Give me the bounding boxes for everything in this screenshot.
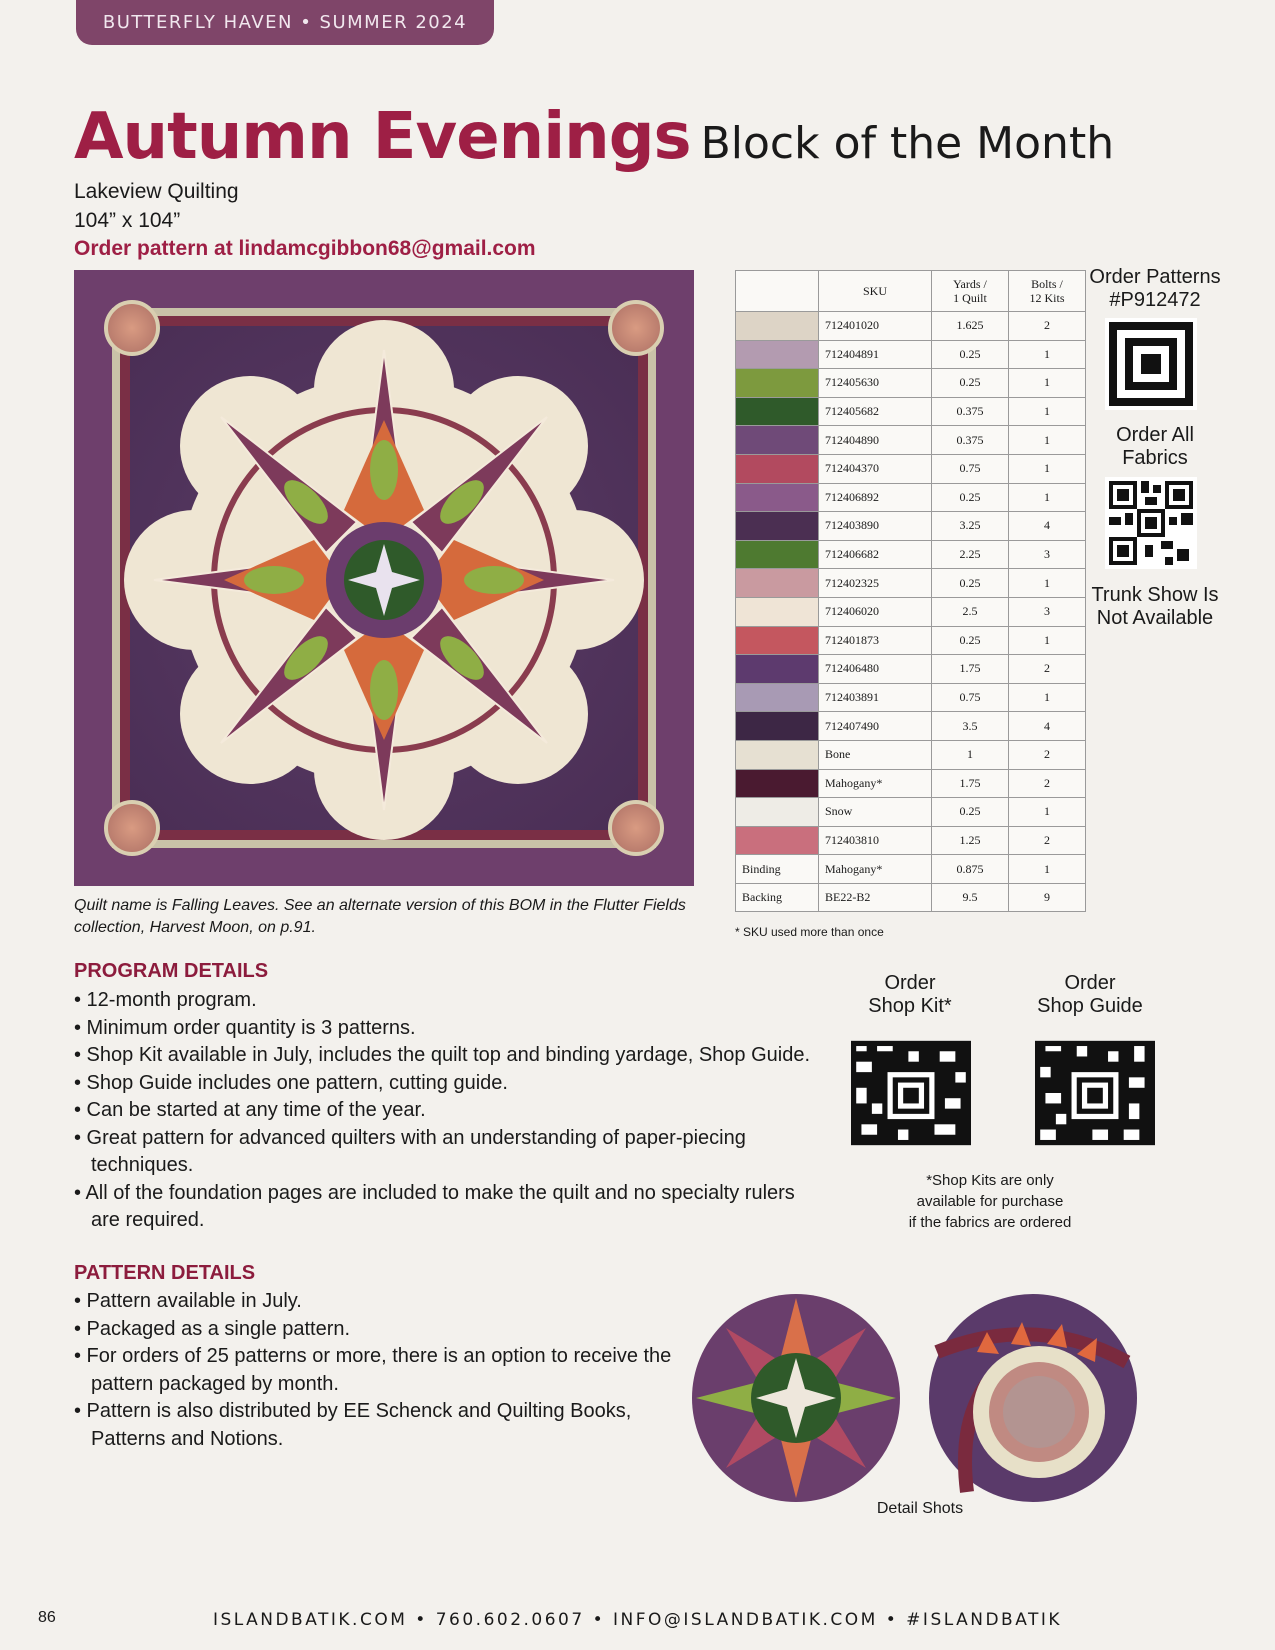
footer-contact[interactable]: ISLANDBATIK.COM • 760.602.0607 • INFO@ISLANDBATIK.COM • #ISLANDBATIK — [212, 1610, 1063, 1630]
fabric-swatch — [736, 769, 819, 798]
bolts-cell: 1 — [1009, 569, 1086, 598]
sku-cell: 712406020 — [819, 597, 932, 626]
bolts-cell: 1 — [1009, 626, 1086, 655]
fabric-swatch — [736, 826, 819, 855]
quilt-photo — [74, 270, 694, 886]
bolts-column-header: Bolts / 12 Kits — [1009, 271, 1086, 312]
sku-cell: 712403810 — [819, 826, 932, 855]
order-fabrics-label: Order All Fabrics — [1116, 424, 1194, 469]
order-patterns-label: Order Patterns #P912472 — [1089, 266, 1221, 311]
fabric-swatch — [736, 312, 819, 341]
yards-cell: 0.25 — [932, 626, 1009, 655]
yards-cell: 0.25 — [932, 569, 1009, 598]
fabric-swatch — [736, 597, 819, 626]
catalog-header-tab — [76, 0, 494, 45]
table-row — [736, 740, 1086, 769]
sku-cell: 712404891 — [819, 340, 932, 369]
bolts-cell: 3 — [1009, 597, 1086, 626]
yards-cell: 1.25 — [932, 826, 1009, 855]
sku-cell: 712406682 — [819, 540, 932, 569]
sku-cell: 712403891 — [819, 683, 932, 712]
yards-cell: 0.25 — [932, 483, 1009, 512]
bolts-cell: 1 — [1009, 855, 1086, 884]
fabric-swatch — [736, 340, 819, 369]
sku-cell: 712404890 — [819, 426, 932, 455]
yards-cell: 0.75 — [932, 454, 1009, 483]
detail-shot-corner-sun — [927, 1292, 1139, 1504]
bolts-cell: 1 — [1009, 397, 1086, 426]
bolts-cell: 3 — [1009, 540, 1086, 569]
table-row — [736, 569, 1086, 598]
table-row — [736, 655, 1086, 684]
fabric-swatch — [736, 569, 819, 598]
bolts-cell: 1 — [1009, 340, 1086, 369]
sku-cell: 712401873 — [819, 626, 932, 655]
sku-cell: 712401020 — [819, 312, 932, 341]
sku-cell: 712404370 — [819, 454, 932, 483]
table-row — [736, 769, 1086, 798]
page-number: 86 — [38, 1609, 56, 1626]
yards-cell: 0.25 — [932, 369, 1009, 398]
yards-cell: 0.25 — [932, 798, 1009, 827]
fabric-swatch — [736, 683, 819, 712]
bolts-cell: 1 — [1009, 454, 1086, 483]
row-label: Backing — [736, 883, 819, 912]
designer-name: Lakeview Quilting — [74, 180, 239, 203]
yards-cell: 0.375 — [932, 426, 1009, 455]
bolts-cell: 1 — [1009, 798, 1086, 827]
table-row — [736, 540, 1086, 569]
program-details-heading: PROGRAM DETAILS — [74, 960, 269, 982]
yards-cell: 2.25 — [932, 540, 1009, 569]
sku-footnote: * SKU used more than once — [735, 925, 884, 939]
list-item: • For orders of 25 patterns or more, there is an option to receive the pattern packaged by month. — [74, 1345, 672, 1395]
sku-cell: Bone — [819, 740, 932, 769]
fabric-swatch — [736, 397, 819, 426]
yards-cell: 0.375 — [932, 397, 1009, 426]
list-item: • Pattern available in July. — [74, 1290, 302, 1312]
table-row — [736, 426, 1086, 455]
order-shop-guide-label: Order Shop Guide — [1037, 972, 1143, 1017]
bolts-cell: 1 — [1009, 683, 1086, 712]
yards-cell: 0.25 — [932, 340, 1009, 369]
list-item: • Shop Guide includes one pattern, cutting guide. — [74, 1071, 508, 1094]
fabric-swatch — [736, 483, 819, 512]
yards-cell: 1 — [932, 740, 1009, 769]
yards-cell: 1.75 — [932, 769, 1009, 798]
list-item: • Packaged as a single pattern. — [74, 1317, 351, 1340]
sku-cell: 712407490 — [819, 712, 932, 741]
row-label: Binding — [736, 855, 819, 884]
fabric-swatch — [736, 512, 819, 541]
fabric-swatch — [736, 655, 819, 684]
detail-shots-label: Detail Shots — [876, 1500, 964, 1517]
bolts-cell: 2 — [1009, 655, 1086, 684]
order-shop-guide-qr-code[interactable] — [1035, 1040, 1155, 1146]
title-sub: Block of the Month — [700, 118, 1115, 169]
trunk-show-notice: Trunk Show Is Not Available — [1091, 584, 1219, 629]
sku-cell: 712403890 — [819, 512, 932, 541]
sku-cell: Mahogany* — [819, 855, 932, 884]
fabric-swatch — [736, 369, 819, 398]
table-row — [736, 340, 1086, 369]
fabric-swatch — [736, 626, 819, 655]
shop-kit-note: *Shop Kits are only available for purchase if the fabrics are ordered — [908, 1172, 1072, 1231]
table-row — [736, 397, 1086, 426]
bolts-cell: 4 — [1009, 712, 1086, 741]
table-row — [736, 798, 1086, 827]
quilt-caption: Quilt name is Falling Leaves. See an alternate version of this BOM in the Flutter Fields collection, Harvest Moon, on p.91. — [74, 897, 686, 936]
yards-cell: 1.75 — [932, 655, 1009, 684]
fabric-swatch — [736, 426, 819, 455]
program-details-list — [74, 987, 814, 1235]
sku-cell: 712405682 — [819, 397, 932, 426]
detail-shot-center-star — [690, 1292, 902, 1504]
fabric-swatch — [736, 712, 819, 741]
order-shop-kit-label: Order Shop Kit* — [868, 972, 952, 1017]
catalog-header-label: BUTTERFLY HAVEN • SUMMER 2024 — [102, 12, 468, 33]
yards-cell: 0.75 — [932, 683, 1009, 712]
table-row — [736, 369, 1086, 398]
yards-column-header: Yards / 1 Quilt — [932, 271, 1009, 312]
yards-cell: 0.875 — [932, 855, 1009, 884]
table-row — [736, 483, 1086, 512]
list-item: • All of the foundation pages are included to make the quilt and no specialty rulers are required. — [74, 1181, 795, 1231]
sku-column-header: SKU — [819, 271, 932, 312]
page-title — [74, 100, 1114, 174]
list-item: • Can be started at any time of the year. — [74, 1099, 426, 1121]
table-row — [736, 512, 1086, 541]
yards-cell: 1.625 — [932, 312, 1009, 341]
table-row — [736, 454, 1086, 483]
yards-cell: 3.5 — [932, 712, 1009, 741]
order-patterns-qr-code[interactable] — [1105, 318, 1197, 410]
sku-cell: 712406892 — [819, 483, 932, 512]
table-row — [736, 883, 1086, 912]
table-row — [736, 712, 1086, 741]
sku-cell: 712402325 — [819, 569, 932, 598]
fabric-swatch — [736, 454, 819, 483]
table-row — [736, 597, 1086, 626]
pattern-details-heading: PATTERN DETAILS — [74, 1262, 256, 1284]
table-row — [736, 626, 1086, 655]
list-item: • Minimum order quantity is 3 patterns. — [74, 1016, 416, 1039]
list-item: • 12-month program. — [74, 989, 257, 1011]
order-shop-kit-qr-code[interactable] — [851, 1040, 971, 1146]
bolts-cell: 2 — [1009, 769, 1086, 798]
sku-cell: Snow — [819, 798, 932, 827]
quilt-size: 104” x 104” — [74, 209, 181, 232]
bolts-cell: 2 — [1009, 740, 1086, 769]
swatch-column-header — [736, 271, 819, 312]
bolts-cell: 4 — [1009, 512, 1086, 541]
table-row — [736, 683, 1086, 712]
fabric-table-header — [736, 271, 1086, 312]
table-row — [736, 855, 1086, 884]
title-main: Autumn Evenings — [74, 100, 691, 174]
sku-cell: 712406480 — [819, 655, 932, 684]
bolts-cell: 2 — [1009, 826, 1086, 855]
pattern-details-list — [74, 1288, 674, 1453]
bolts-cell: 1 — [1009, 426, 1086, 455]
yards-cell: 3.25 — [932, 512, 1009, 541]
yards-cell: 2.5 — [932, 597, 1009, 626]
sku-cell: Mahogany* — [819, 769, 932, 798]
sku-cell: 712405630 — [819, 369, 932, 398]
list-item: • Shop Kit available in July, includes the quilt top and binding yardage, Shop Guide. — [74, 1044, 811, 1066]
fabric-swatch — [736, 798, 819, 827]
table-row — [736, 312, 1086, 341]
sku-cell: BE22-B2 — [819, 883, 932, 912]
bolts-cell: 9 — [1009, 883, 1086, 912]
fabric-swatch — [736, 540, 819, 569]
fabric-table — [735, 270, 1086, 912]
fabric-swatch — [736, 740, 819, 769]
order-pattern-link[interactable]: Order pattern at lindamcgibbon68@gmail.com — [74, 237, 536, 260]
table-row — [736, 826, 1086, 855]
bolts-cell: 2 — [1009, 312, 1086, 341]
list-item: • Pattern is also distributed by EE Schenck and Quilting Books, Patterns and Notions. — [74, 1400, 632, 1450]
bolts-cell: 1 — [1009, 369, 1086, 398]
order-fabrics-qr-code[interactable] — [1105, 477, 1197, 569]
bolts-cell: 1 — [1009, 483, 1086, 512]
list-item: • Great pattern for advanced quilters with an understanding of paper-piecing techniques. — [74, 1126, 746, 1176]
yards-cell: 9.5 — [932, 883, 1009, 912]
